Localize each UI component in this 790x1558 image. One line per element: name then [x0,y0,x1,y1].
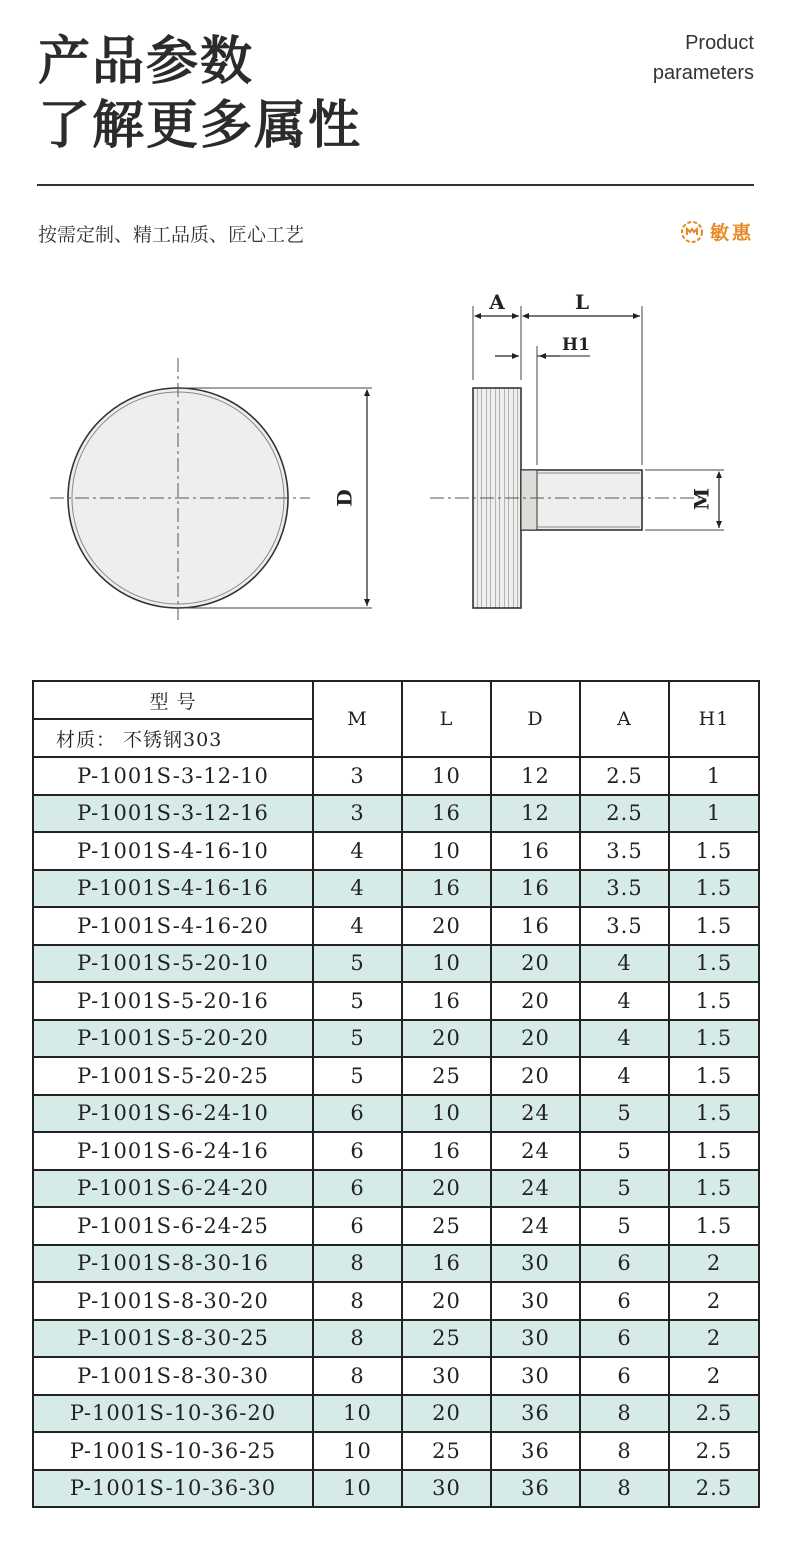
cell-l: 10 [402,1095,491,1133]
cell-m: 8 [313,1320,402,1358]
cell-h1: 1.5 [669,982,759,1020]
cell-d: 20 [491,1020,580,1058]
cell-h1: 2.5 [669,1432,759,1470]
cell-d: 24 [491,1132,580,1170]
cell-d: 36 [491,1470,580,1508]
table-row [33,757,759,795]
cell-h1: 1.5 [669,1170,759,1208]
cell-d: 24 [491,1095,580,1133]
cell-h1: 1.5 [669,1057,759,1095]
cell-m: 10 [313,1470,402,1508]
cell-a: 3.5 [580,907,669,945]
table-row [33,1170,759,1208]
cell-m: 10 [313,1432,402,1470]
cell-d: 16 [491,832,580,870]
table-row [33,1357,759,1395]
table-row [33,1132,759,1170]
brand-logo-icon [680,220,704,244]
cell-h1: 1.5 [669,1095,759,1133]
cell-h1: 1.5 [669,870,759,908]
cell-model: P-1001S-6-24-10 [33,1095,313,1133]
cell-l: 25 [402,1432,491,1470]
cell-a: 6 [580,1245,669,1283]
cell-h1: 1.5 [669,832,759,870]
cell-model: P-1001S-4-16-16 [33,870,313,908]
cell-model: P-1001S-8-30-20 [33,1282,313,1320]
cell-a: 6 [580,1320,669,1358]
table-row [33,1245,759,1283]
cell-d: 12 [491,757,580,795]
cell-a: 5 [580,1207,669,1245]
cell-d: 24 [491,1207,580,1245]
cell-h1: 2 [669,1282,759,1320]
cell-l: 20 [402,1020,491,1058]
table-row [33,982,759,1020]
cell-model: P-1001S-6-24-25 [33,1207,313,1245]
cell-m: 6 [313,1132,402,1170]
cell-a: 6 [580,1357,669,1395]
cell-m: 8 [313,1282,402,1320]
cell-m: 3 [313,795,402,833]
cell-a: 5 [580,1132,669,1170]
table-row [33,1282,759,1320]
cell-model: P-1001S-10-36-30 [33,1470,313,1508]
header-col-d: D [491,681,580,757]
spec-table [32,680,760,1508]
cell-l: 20 [402,1282,491,1320]
tagline: 按需定制、精工品质、匠心工艺 [38,224,305,246]
cell-a: 4 [580,1020,669,1058]
cell-m: 6 [313,1170,402,1208]
cell-model: P-1001S-8-30-30 [33,1357,313,1395]
cell-d: 24 [491,1170,580,1208]
cell-d: 16 [491,907,580,945]
table-row [33,1207,759,1245]
header-model: 型 号 [33,681,313,719]
cell-a: 8 [580,1432,669,1470]
cell-l: 25 [402,1057,491,1095]
cell-model: P-1001S-10-36-20 [33,1395,313,1433]
cell-l: 16 [402,870,491,908]
cell-model: P-1001S-4-16-10 [33,832,313,870]
cell-l: 20 [402,1170,491,1208]
cell-a: 8 [580,1470,669,1508]
table-row [33,1395,759,1433]
table-row [33,832,759,870]
cell-d: 30 [491,1245,580,1283]
header-col-l: L [402,681,491,757]
cell-m: 4 [313,907,402,945]
cell-d: 30 [491,1357,580,1395]
header-divider [37,184,754,186]
cell-a: 4 [580,1057,669,1095]
cell-m: 5 [313,1020,402,1058]
cell-a: 5 [580,1095,669,1133]
cell-m: 6 [313,1095,402,1133]
cell-l: 20 [402,1395,491,1433]
cell-model: P-1001S-10-36-25 [33,1432,313,1470]
cell-h1: 1.5 [669,945,759,983]
front-view [50,358,372,620]
cell-m: 4 [313,870,402,908]
cell-l: 25 [402,1207,491,1245]
cell-a: 5 [580,1170,669,1208]
cell-model: P-1001S-3-12-10 [33,757,313,795]
cell-l: 16 [402,1132,491,1170]
cell-m: 8 [313,1245,402,1283]
table-row [33,907,759,945]
dimension-label-l: L [574,290,590,314]
table-row [33,1432,759,1470]
header-material: 材质： 不锈钢303 [33,719,313,757]
cell-d: 36 [491,1395,580,1433]
table-row [33,1020,759,1058]
cell-model: P-1001S-8-30-25 [33,1320,313,1358]
table-row [33,945,759,983]
technical-drawing [0,280,790,640]
page-title-line-1: 产品参数 [38,32,255,92]
cell-a: 4 [580,982,669,1020]
cell-m: 6 [313,1207,402,1245]
cell-h1: 1.5 [669,1020,759,1058]
cell-h1: 1.5 [669,907,759,945]
cell-model: P-1001S-5-20-16 [33,982,313,1020]
brand [680,218,754,245]
cell-d: 36 [491,1432,580,1470]
header-col-m: M [313,681,402,757]
cell-h1: 2 [669,1357,759,1395]
cell-l: 16 [402,795,491,833]
cell-a: 6 [580,1282,669,1320]
table-row [33,795,759,833]
cell-model: P-1001S-5-20-10 [33,945,313,983]
cell-l: 30 [402,1357,491,1395]
cell-m: 10 [313,1395,402,1433]
cell-l: 25 [402,1320,491,1358]
table-row [33,1320,759,1358]
cell-a: 3.5 [580,832,669,870]
table-row [33,870,759,908]
cell-model: P-1001S-6-24-16 [33,1132,313,1170]
cell-h1: 2.5 [669,1395,759,1433]
cell-a: 3.5 [580,870,669,908]
cell-l: 10 [402,832,491,870]
cell-h1: 2.5 [669,1470,759,1508]
cell-h1: 2 [669,1245,759,1283]
cell-model: P-1001S-8-30-16 [33,1245,313,1283]
cell-model: P-1001S-6-24-20 [33,1170,313,1208]
cell-model: P-1001S-4-16-20 [33,907,313,945]
cell-model: P-1001S-5-20-20 [33,1020,313,1058]
cell-m: 4 [313,832,402,870]
header-col-a: A [580,681,669,757]
cell-m: 5 [313,1057,402,1095]
cell-h1: 2 [669,1320,759,1358]
cell-d: 16 [491,870,580,908]
cell-model: P-1001S-5-20-25 [33,1057,313,1095]
cell-a: 2.5 [580,757,669,795]
cell-a: 8 [580,1395,669,1433]
dimension-label-h1: H1 [562,335,590,355]
side-view [430,290,724,608]
dimension-label-d: D [332,489,357,507]
spec-table-body [33,757,759,1507]
cell-d: 12 [491,795,580,833]
cell-a: 4 [580,945,669,983]
cell-d: 30 [491,1320,580,1358]
cell-m: 8 [313,1357,402,1395]
cell-h1: 1 [669,795,759,833]
english-title-line-1: Product [685,32,754,54]
cell-a: 2.5 [580,795,669,833]
cell-m: 3 [313,757,402,795]
dimension-label-a: A [489,290,505,314]
table-row [33,1095,759,1133]
cell-l: 16 [402,1245,491,1283]
cell-d: 20 [491,982,580,1020]
cell-l: 10 [402,945,491,983]
cell-l: 16 [402,982,491,1020]
brand-name: 敏惠 [709,222,754,244]
dimension-label-m: M [689,487,714,511]
cell-model: P-1001S-3-12-16 [33,795,313,833]
header-col-h1: H1 [669,681,759,757]
cell-d: 20 [491,1057,580,1095]
cell-m: 5 [313,945,402,983]
english-title-line-2: parameters [652,62,754,84]
cell-h1: 1.5 [669,1207,759,1245]
cell-d: 30 [491,1282,580,1320]
table-row [33,1057,759,1095]
cell-l: 10 [402,757,491,795]
table-row [33,1470,759,1508]
cell-h1: 1.5 [669,1132,759,1170]
page-title-line-2: 了解更多属性 [38,96,363,156]
cell-l: 20 [402,907,491,945]
cell-d: 20 [491,945,580,983]
cell-m: 5 [313,982,402,1020]
spec-table-header [33,681,759,757]
cell-h1: 1 [669,757,759,795]
cell-l: 30 [402,1470,491,1508]
